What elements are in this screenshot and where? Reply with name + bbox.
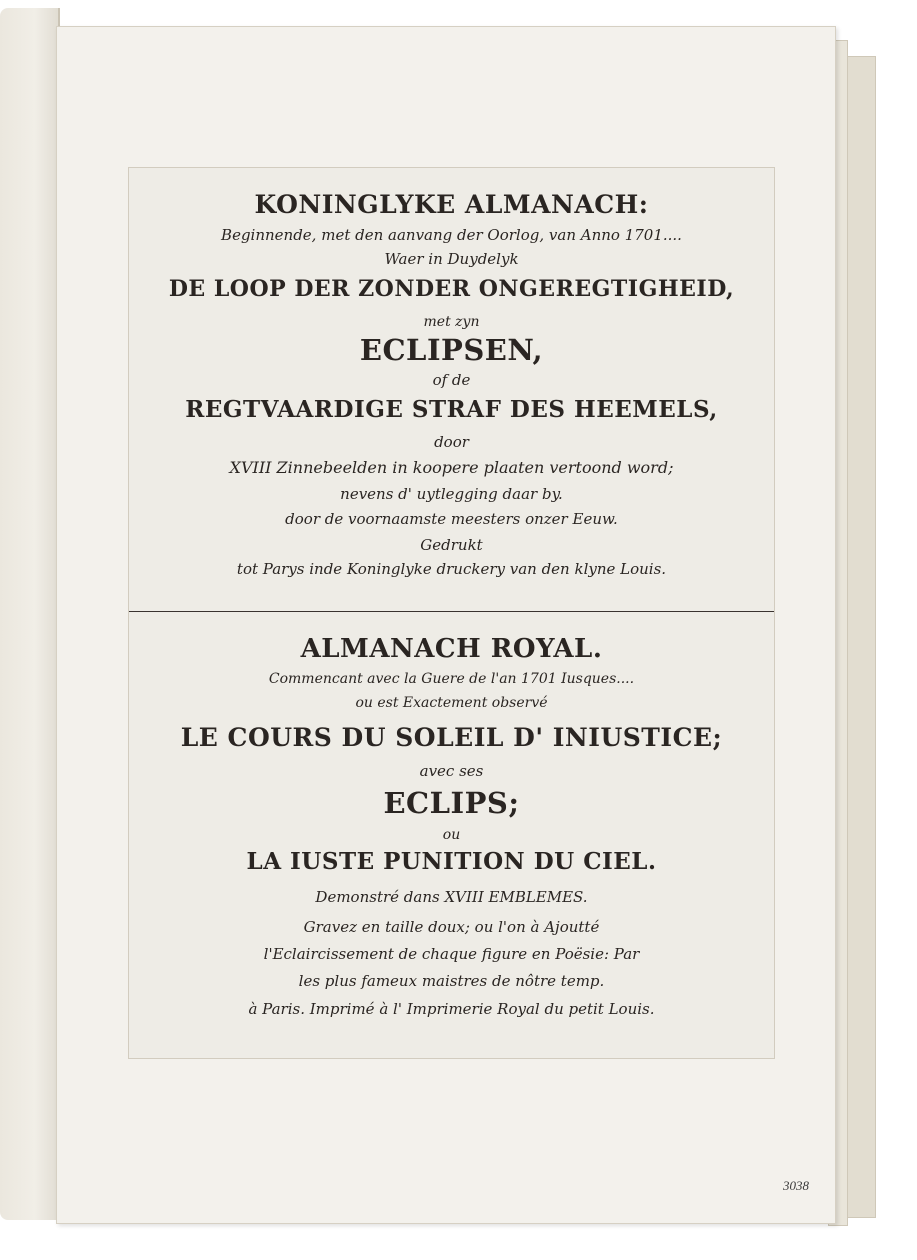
dutch-title-line-14: tot Parys inde Koninglyke druckery van den klyne Louis. — [236, 560, 667, 578]
french-title-line-10: Gravez en taille doux; ou l'on à Ajoutté — [303, 918, 600, 936]
dutch-title-line-13: Gedrukt — [420, 536, 483, 554]
left-page-edge — [0, 8, 60, 1220]
dutch-title-heading: KONINGLYKE ALMANACH: — [254, 190, 649, 219]
french-title-heading: ALMANACH ROYAL. — [300, 634, 603, 664]
dutch-title-line-9: door — [434, 433, 469, 451]
section-divider-rule — [129, 611, 774, 612]
dutch-title-line-5: met zyn — [423, 314, 480, 330]
french-title-line-7: ou — [442, 827, 461, 843]
title-plate — [128, 167, 775, 1059]
french-title-line-4: LE COURS DU SOLEIL D' INIUSTICE; — [180, 723, 723, 752]
french-title-line-12: les plus fameux maistres de nôtre temp. — [298, 972, 605, 990]
book-page — [56, 26, 836, 1224]
french-title-line-11: l'Eclaircissement de chaque figure en Poësie: Par — [263, 945, 640, 963]
dutch-title-line-6: ECLIPSEN, — [359, 333, 544, 367]
french-title-line-5: avec ses — [419, 762, 484, 780]
french-title-line-2: Commencant avec la Guere de l'an 1701 Iusques.... — [268, 671, 635, 687]
inventory-number: 3038 — [783, 1178, 809, 1193]
dutch-title-line-3: Waer in Duydelyk — [384, 250, 519, 268]
dutch-title-line-10: XVIII Zinnebeelden in koopere plaaten vertoond word; — [229, 458, 674, 477]
dutch-title-line-2: Beginnende, met den aanvang der Oorlog, van Anno 1701.... — [221, 226, 682, 244]
french-title-line-8: LA IUSTE PUNITION DU CIEL. — [246, 848, 657, 875]
dutch-title-line-8: REGTVAARDIGE STRAF DES HEEMELS, — [185, 396, 718, 423]
french-title-line-6: ECLIPS; — [383, 786, 520, 820]
french-title-line-3: ou est Exactement observé — [355, 695, 548, 711]
dutch-title-line-12: door de voornaamste meesters onzer Eeuw. — [285, 510, 618, 528]
dutch-title-line-11: nevens d' uytlegging daar by. — [340, 485, 563, 503]
french-title-line-9: Demonstré dans XVIII EMBLEMES. — [315, 888, 588, 906]
french-title-line-13: à Paris. Imprimé à l' Imprimerie Royal du petit Louis. — [248, 1000, 655, 1018]
dutch-title-line-4: DE LOOP DER ZONDER ONGEREGTIGHEID, — [168, 276, 735, 302]
dutch-title-line-7: of de — [432, 371, 471, 389]
